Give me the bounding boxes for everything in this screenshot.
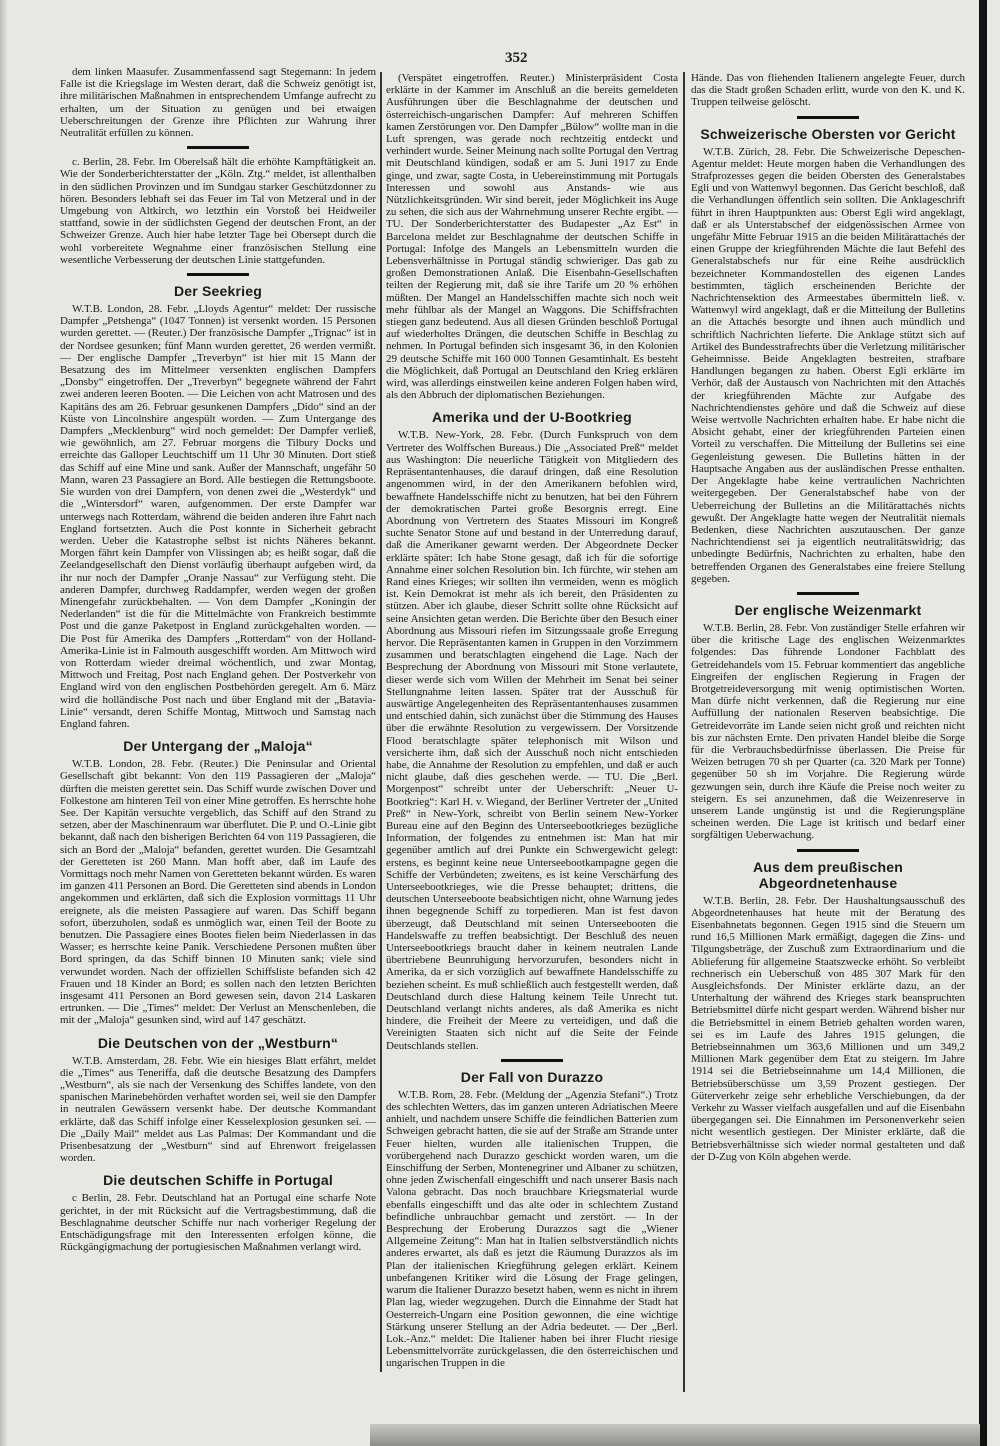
article-body: W.T.B. Rom, 28. Febr. (Meldung der „Agenzia Stefani“.) Trotz des schlechten Wetters, das im ganzen unteren Adriatischen Meere anhielt, und nachdem unsere Schiffe die feindlichen Batterien zum Schweigen gebracht hatten, die sie auf der Straße am Strande unter Feuer hielten, wurden alle italienischen Truppen, die vorübergehend nach Durazzo geschickt worden waren, um die Einschiffung der Serben, Montenegriner und Albaner zu schützen, ohne jeden Zwischenfall eingeschifft und nach unserer Basis nach Valona gebracht. Das noch brauchbare Kriegsmaterial wurde ebenfalls eingeschifft und das alte oder in schlechtem Zustand befindliche unbrauchbar gemacht und zerstört. — In der Besprechung der Eroberung Durazzos sagt die „Wiener Allgemeine Zeitung“: Man hat in Italien selbstverständlich nichts anderes erwartet, als daß es jetzt die Räumung Durazzos als im Plan der italienischen Kriegführung gelegen erklärt. Keinem unbefangenen Kritiker wird die Lösung der Frage gelingen, warum die Italiener Durazzo besetzt haben, wenn es nicht in ihrem Plan lag, wieder wegzugehen. Durch die Einnahme der Stadt hat Oesterreich-Ungarn eine Position gewonnen, die eine wichtige Stärkung unserer Stellung an der Adria bedeutet. — Der „Berl. Lok.-Anz.“ meldet: Die Italiener haben bei ihrer Flucht riesige Lebensmittelvorräte zurückgelassen, die den österreichischen und ungarischen Truppen in die	[386, 1088, 678, 1370]
divider	[187, 146, 249, 149]
article-paragraph: dem linken Maasufer. Zusammenfassend sagt Stegemann: In jedem Falle ist die Kriegslage im Westen derart, daß die Schweiz genötigt ist, ihre militärischen Maßnahmen in entsprechendem Umfange aufrecht zu erhalten, um der Situation zu genügen und bei etwaigen Ueberschreitungen der Grenze ihre Pflichten zur Wahrung ihrer Neutralität erfüllen zu können.	[60, 66, 376, 140]
headline-portugal: Die deutschen Schiffe in Portugal	[103, 1172, 333, 1189]
article-body: W.T.B. Berlin, 28. Febr. Der Haushaltungsausschuß des Abgeordnetenhauses hat heute mit der Beratung des Eisenbahnetats begonnen. Gegen 1915 sind die Steuern um rund 16,5 Millionen Mark ermäßigt, dagegen die Zins- und Tilgungsbeträge, der Zuschuß zum Extraordinarium und die Ablieferung für allgemeine Staatszwecke erhöht. So verbleibt rechnerisch ein Ueberschuß von 485 307 Mark für den Ausgleichsfonds. Der Minister erklärte dazu, an der Unterhaltung der während des Krieges stark beanspruchten Betriebsmittel dürfe nicht gespart werden. Während bisher nur die Betriebsmittel in einem Betrieb gehalten worden waren, sei es im Laufe des Jahres 1915 gelungen, die Betriebseinnahmen um 363,6 Millionen und um 349,2 Millionen Mark gegenüber dem Etat zu steigern. Im Jahre 1914 sei die Betriebseinnahme um 14,4 Millionen, die Betriebsüberschüsse um 3,59 Prozent gestiegen. Der Güterverkehr zeige sehr erhebliche Verschiebungen, da der Verkehr zu Wasser vielfach ausgefallen und auf die Eisenbahn übergegangen sei. Die Einnahmen im Personenverkehr seien nicht wesentlich gestiegen. Der Minister erklärte, daß die Betriebsverhältnisse sich wieder normal gestalteten und daß der D-Zug von Köln abgehen werde.	[691, 894, 965, 1163]
article-paragraph: c. Berlin, 28. Febr. Im Oberelsaß hält die erhöhte Kampftätigkeit an. Wie der Sonderberichterstatter der „Köln. Ztg.“ meldet, ist allenthalben in den südlichen Provinzen und im Sundgau starker Geschützdonner zu hören. Besonders lebhaft sei das Feuer im Tal von Metzeral und in der Umgebung von Altkirch, wo letzthin ein Vorstoß bei Heidweiler stattfand, sowie in der südlichsten Gegend der deutschen Front, an der Schweizer Grenze. Auch hier habe letzter Tage bei Obersept durch die wohl vorbereitete Wegnahme einer französischen Stellung eine wesentliche Verbesserung der deutschen Linie stattgefunden.	[60, 156, 376, 266]
headline-seekrieg: Der Seekrieg	[173, 283, 262, 300]
headline-weizen: Der englische Weizenmarkt	[734, 601, 922, 618]
headline-westburn: Die Deutschen von der „Westburn“	[97, 1034, 339, 1051]
article-body: W.T.B. Berlin, 28. Febr. Von zuständiger Stelle erfahren wir über die kritische Lage des englischen Weizenmarktes folgendes: Das führende Londoner Fachblatt des Getreidehandels vom 15. Februar kommentiert das angebliche Eingreifen der englischen Regierung in Fragen der Brotgetreideversorgung mit wenig optimistischen Worten. Man dürfe nicht verkennen, daß die Regierung nur eine Auffüllung der nationalen Reserven beabsichtige. Die Getreidevorräte im Lande seien nicht groß und reichten nicht bis zur nächsten Ernte. Den privaten Handel bleibe die Sorge für die Verbrauchsbedürfnisse überlassen. Die Preise für Weizen betrugen 70 sh per Quarter (ca. 320 Mark per Tonne) gegenüber 50 sh im Vorjahre. Die Regierung würde gezwungen sein, durch ihre Käufe die Preise noch weiter zu steigern. Es sei anzunehmen, daß die Weizenreserve in unserem Lande ungünstig ist und die Regierungspläne scheinen werden. Die Lage ist kritisch und bedarf einer sorgfältigen Ueberwachung.	[691, 621, 965, 842]
page-number: 352	[505, 50, 528, 66]
divider	[187, 273, 249, 276]
divider	[501, 1059, 563, 1062]
divider	[797, 849, 859, 852]
scan-left-edge	[0, 0, 8, 1446]
scan-bottom-edge	[370, 1424, 980, 1446]
column-rule	[683, 72, 685, 1392]
article-body: W.T.B. New-York, 28. Febr. (Durch Funkspruch von dem Vertreter des Wolffschen Bureaus.) Die „Associated Preß“ meldet aus Washington: Die neuerliche Tätigkeit von Mitgliedern des Repräsentantenhauses, die darauf dringen, daß eine Resolution angenommen wird, in der den Amerikanern befohlen wird, bewaffnete Handelsschiffe nicht zu benutzen, hat bei den Führern der demokratischen Partei große Besorgnis erregt. Eine Abordnung von Vertretern des Staates Missouri im Kongreß suchte Senator Stone auf und bestand in der Unterredung darauf, daß die Amerikaner gewarnt werden. Der Abgeordnete Decker erklärte später: Ich habe Stone gesagt, daß ich für die sofortige Annahme einer solchen Resolution bin. Ich fürchte, wir stehen am Rand eines Krieges; wir sollten ihn vermeiden, wenn es möglich ist. Kein Demokrat ist mehr als ich bereit, den Präsidenten zu stützen. Aber ich glaube, dieser Schritt sollte ohne Rücksicht auf seine Ansichten getan werden. Die Berichte über den Besuch einer Abordnung aus Missouri riefen im Sitzungssaale große Erregung hervor. Die Repräsentanten kamen in Gruppen in den Vorzimmern zusammen und beratschlagten eingehend die Lage. Nach der Besprechung der Abordnung von Missouri mit Stone verlautete, dieser werde sich vom Willen der Mehrheit im Senat bei seiner Stellungnahme leiten lassen. Später trat der Ausschuß für auswärtige Angelegenheiten des Repräsentantenhauses zusammen und entschied dahin, sich zunächst über die Stimmung des Hauses über die erwähnte Resolution zu vergewissern. Der Vorsitzende Flood beratschlagte später telephonisch mit Wilson und versicherte ihm, daß sich der Ausschuß noch nicht entschieden habe, die Annahme der Resolution zu empfehlen, und daß er auch nicht glaube, daß dies geschehen werde. — TU. Die „Berl. Morgenpost“ schreibt unter der Ueberschrift: „Neuer U-Bootkrieg“: Karl H. v. Wiegand, der Berliner Vertreter der „United Preß“ in New-York, schreibt von Berlin seinem New-Yorker Bureau eine auf den Beginn des Unterseebootkrieges bezügliche Information, der folgendes zu entnehmen ist: Man hat mir gegenüber amtlich auf drei Punkte ein Schwergewicht gelegt: erstens, es beginnt keine neue Unterseebootkampagne gegen die Schiffe der Verbündeten; zweitens, es ist keine Verschärfung des Unterseebootkrieges, wie die Presse behauptet; drittens, die deutschen Unterseeboote beabsichtigen nicht, ohne Warnung jedes ihnen begegnende Schiff zu torpedieren. Man ist fest davon überzeugt, daß Deutschland mit seinen Unterseebooten die Handelswaffe zu treffen beabsichtigt. Der Beschluß des neuen Unterseebootkriegs braucht daher in keinem neutralen Lande übertriebene Beunruhigung hervorzurufen, besonders nicht in Amerika, da er sich vorzüglich auf bewaffnete Handelsschiffe zu beziehen scheint. Es muß schließlich auch festgestellt werden, daß Deutschland durch diese Haltung keinem Teile Unrecht tut. Deutschland verlangt nichts anderes, als daß Amerika es nicht hindere, die Freiheit der Meere zu verteidigen, und daß die Vereinigten Staaten sich nicht auf die Seite der Feinde Deutschlands stellen.	[386, 429, 678, 1052]
article-body: W.T.B. London, 28. Febr. „Lloyds Agentur“ meldet: Der russische Dampfer „Petshenga“ (1047 Tonnen) ist versenkt worden. 15 Personen wurden gerettet. — (Reuter.) Der französische Dampfer „Trignac“ ist in der Nordsee gesunken; fünf Mann wurden gerettet, 26 werden vermißt. — Der englische Dampfer „Treverbyn“ ist hier mit 15 Mann der Besatzung des im Mittelmeer versenkten englischen Dampfers „Donsby“ eingetroffen. Der „Treverbyn“ begegnete während der Fahrt zwei anderen leeren Booten. — Die Leichen von acht Matrosen und des Kapitäns des am 26. Februar gesunkenen Dampfers „Dido“ sind an der Küste von Lincolnshire angespült worden. — Zum Untergange des Dampfers „Mecklenburg“ wird noch gemeldet: Der Dampfer verließ, wie gewöhnlich, am 27. Februar morgens die Tilbury Docks und erreichte das Galloper Leuchtschiff um 11 Uhr 30 Minuten. Dort stieß das Schiff auf eine Mine und sank. Außer der Mannschaft, ungefähr 50 Mann, waren 23 Passagiere an Bord. Alle bestiegen die Rettungsboote. Sie wurden von drei Dampfern, von denen zwei die „Westerdyk“ und die „Wintersdorf“ waren, aufgenommen. Der erste Dampfer war unterwegs nach Rotterdam, während die beiden anderen ihre Fahrt nach England fortsetzten. Auch die Post konnte in Sicherheit gebracht werden. Ueber die Katastrophe selbst ist nichts Näheres bekannt. Morgen fährt kein Dampfer von Vlissingen ab; es heißt sogar, daß die Zeelandgesellschaft den Dienst vorläufig überhaupt aufgeben wird, da ihr nur noch der Dampfer „Oranje Nassau“ zur Verfügung steht. Die anderen Dampfer, durchweg Raddampfer, werden wegen der großen Minengefahr zurückbehalten. — Von dem Dampfer „Koningin der Nederlanden“ ist die für die Mittelmächte von Frankreich bestimmte Post und die ganze Paketpost in England zurückgehalten worden. — Die Post für Amerika des Dampfers „Rotterdam“ von der Holland-Amerika-Linie ist in Falmouth ausgeschifft worden. Am Mittwoch wird von Rotterdam wieder dreimal wöchentlich, und zwar Montag, Mittwoch und Freitag, Post nach England gehen. Der Postverkehr von England wird von den englischen Postbehörden geregelt. Am 6. März wird die holländische Post nach und über England mit der „Batavia-Linie“ versandt, deren Schiffe Montag, Mittwoch und Samstag nach England fahren.	[60, 303, 376, 730]
column-rule	[380, 72, 382, 1372]
article-body: W.T.B. Amsterdam, 28. Febr. Wie ein hiesiges Blatt erfährt, meldet die „Times“ aus Teneriffa, daß die deutsche Besatzung des Dampfers „Westburn“, als sie nach der Versenkung des Schiffes landete, von den spanischen Marinebehörden verhaftet worden sei, weil sie den Dampfer in neutralen Gewässern versenkt habe. Der deutsche Kommandant erklärte, daß das Schiff infolge einer Kesselexplosion gesunken sei. — Die „Daily Mail“ meldet aus Las Palmas: Der Kommandant und die Prisenbesatzung der „Westburn“ sind auf Ehrenwort freigelassen worden.	[60, 1054, 376, 1165]
column-1	[60, 66, 376, 1253]
divider	[797, 592, 859, 595]
article-body: c Berlin, 28. Febr. Deutschland hat an Portugal eine scharfe Note gerichtet, in der mit Rücksicht auf die Vertragsbestimmung, daß die Beschlagnahme deutscher Schiffe nur nach vorheriger Regelung der Entschädigungsfrage mit den Interessenten erfolgen könne, die Rückgängigmachung der portugiesischen Maßnahmen verlangt wird.	[60, 1192, 376, 1254]
article-paragraph: Hände. Das von fliehenden Italienern angelegte Feuer, durch das die Stadt großen Schaden erlitt, wurde von den K. und K. Truppen teilweise gelöscht.	[691, 72, 965, 109]
headline-maloja: Der Untergang der „Maloja“	[123, 738, 313, 755]
column-2	[386, 72, 678, 1370]
headline-durazzo: Der Fall von Durazzo	[460, 1068, 604, 1085]
article-body: W.T.B. London, 28. Febr. (Reuter.) Die Peninsular and Oriental Gesellschaft gibt bekannt: Von den 119 Passagieren der „Maloja“ dürften die meisten gerettet sein. Das Schiff wurde zwischen Dover und Folkestone am hinteren Teil von einer Mine getroffen. Es herrschte hohe See. Der Kapitän versuchte vergeblich, das Schiff auf den Strand zu setzen, aber der Maschinenraum war überflutet. Die P. und O.-Linie gibt bekannt, daß nach den bisherigen Berichten 64 von 119 Passagieren, die sich an Bord der „Maloja“ befanden, gerettet wurden. Die Gesamtzahl der Geretteten ist 260 Mann. Man hofft aber, daß im Laufe des Vormittags noch mehr Namen von Geretteten bekannt würden. Es waren im ganzen 411 Personen an Bord. Die Geretteten sind abends in London angekommen und erklärten, daß sich die Explosion vormittags 11 Uhr ereignete, als die meisten Passagiere auf waren. Das Schiff begann sofort, überzuholen, sodaß es unmöglich war, einen Teil der Boote zu benutzen. Die Passagiere eines Bootes fielen beim Niederlassen in das Wasser; es herrschte keine Panik. Verschiedene Personen mußten über Bord springen, da das Schiff binnen 10 Minuten sank; viele sind verwundet worden. Nach der offiziellen Schiffsliste befanden sich 42 Frauen und 18 Kinder an Bord; es sollen nach den letzten Berichten insgesamt 411 Personen an Bord gewesen sein, davon 214 Laskaren ertrunken. — Die „Times“ meldet: Der Verlust an Menschenleben, die mit der „Maloja“ gesunken sind, wird auf 147 geschätzt.	[60, 758, 377, 1027]
headline-schweiz: Schweizerische Obersten vor Gericht	[700, 125, 956, 142]
column-3	[691, 72, 965, 1163]
article-body: W.T.B. Zürich, 28. Febr. Die Schweizerische Depeschen-Agentur meldet: Heute morgen haben die Verhandlungen des Strafprozesses gegen die beiden Obersten des Generalstabes Egli und von Wattenwyl begonnen. Das Gericht beschloß, daß die Verhandlungen öffentlich sein sollten. Die Anklageschrift führt in ihren Hauptpunkten aus: Oberst Egli wird angeklagt, daß er als Unterstabschef der eidgenössischen Armee von ungefähr Mitte Februar 1915 an die beiden Militärattachés der einen Gruppe der kriegführenden Mächte die laut Befehl des Generalstabschefs nur für eine Reihe ausdrücklich bezeichneter Kommandostellen des eigenen Landes bestimmten, täglich erscheinenden Berichte der Nachrichtensektion des Armeestabes übermitteln ließ. v. Wattenwyl wird angeklagt, daß er die Mitteilung der Bulletins an die Attachés besorgte und ihnen auch mündlich und schriftlich Nachrichten lieferte. Die Anklage stützt sich auf Artikel des Bundesstrafrechts über die Verletzung militärischer Geheimnisse. Beide Angeklagten bestreiten, strafbare Handlungen begangen zu haben. Oberst Egli erklärte im Verhör, daß der Austausch von Nachrichten mit den Attachés der kriegführenden Mächte zur Aufgabe des Nachrichtendienstes gehöre und daß die Schweiz auf diese Weise wertvolle Nachrichten erhalten habe. Er habe nicht die Absicht gehabt, einer der kriegführenden Parteien einen Vorteil zu verschaffen. Die Mitteilung der Bulletins sei eine Gegenleistung gewesen. Die Bulletins hätten in der Hauptsache Angaben aus der ausländischen Presse enthalten. Der Angeklagte habe keine vertraulichen Nachrichten weitergegeben. Der Generalstabschef habe von der Ueberreichung der Bulletins an die Militärattachés nichts gewußt. Der Angeklagte hatte wegen der Neutralität niemals Bedenken, diese Nachrichten auszutauschen. Der ganze Nachrichtendienst sei ja eigentlich neutralitätswidrig; das unbedingte Bedürfnis, Nachrichten zu erhalten, habe den betreffenden Organen des Generalstabes eine freiere Stellung gegeben.	[691, 145, 966, 585]
binding-edge	[979, 0, 987, 1446]
headline-abgeordnetenhaus: Aus dem preußischen Abgeordnetenhause	[752, 858, 904, 891]
article-paragraph: (Verspätet eingetroffen. Reuter.) Ministerpräsident Costa erklärte in der Kammer im Anschluß an die bereits gemeldeten Ausführungen über die Beschlagnahme der deutschen und österreichisch-ungarischen Dampfer: Auf mehreren Schiffen kamen Zerstörungen vor. Den Dampfer „Bülow“ wollte man in die Luft sprengen, was gerade noch rechtzeitig entdeckt und verhindert wurde. Seiner Meinung nach sollte Portugal den Vertrag mit Deutschland kündigen, sodaß er am 5. Juni 1917 zu Ende ginge, und zwar, sagte Costa, in Uebereinstimmung mit Portugals Interessen und sowohl aus Anstands- wie aus Nützlichkeitsgründen. Wir sind bereit, jeder Möglichkeit ins Auge zu sehen, die sich aus der Wahrnehmung unserer Rechte ergibt. — TU. Der Sonderberichterstatter des Budapester „Az Est“ in Barcelona meldet zur Beschlagnahme der deutschen Schiffe in Portugal: Infolge des Mangels an Lebensmitteln wurden die Lebensverhältnisse in Portugal ständig schwieriger. Das gab zu großen Demonstrationen Anlaß. Die Eisenbahn-Gesellschaften teilten der Regierung mit, daß sie ihre Tarife um 20 % erhöhen müßten. Der Mangel an Handelsschiffen machte sich noch weit mehr fühlbar als der Mangel an Waggons. Die Schiffsfrachten stiegen ganz bedeutend. Aus all diesen Gründen beschloß Portugal auf wiederholtes Drängen, die deutschen Schiffe in Beschlag zu nehmen. In Portugal befinden sich insgesamt 36, in den Kolonien 29 deutsche Schiffe mit 160 000 Tonnen Gesamtinhalt. Es besteht die Möglichkeit, daß Portugal an Deutschland den Krieg erklären wird, was allerdings einstweilen keine anderen Folgen haben wird, als den Abbruch der diplomatischen Beziehungen.	[386, 72, 678, 402]
headline-amerika: Amerika und der U-Bootkrieg	[432, 409, 632, 426]
divider	[797, 116, 859, 119]
